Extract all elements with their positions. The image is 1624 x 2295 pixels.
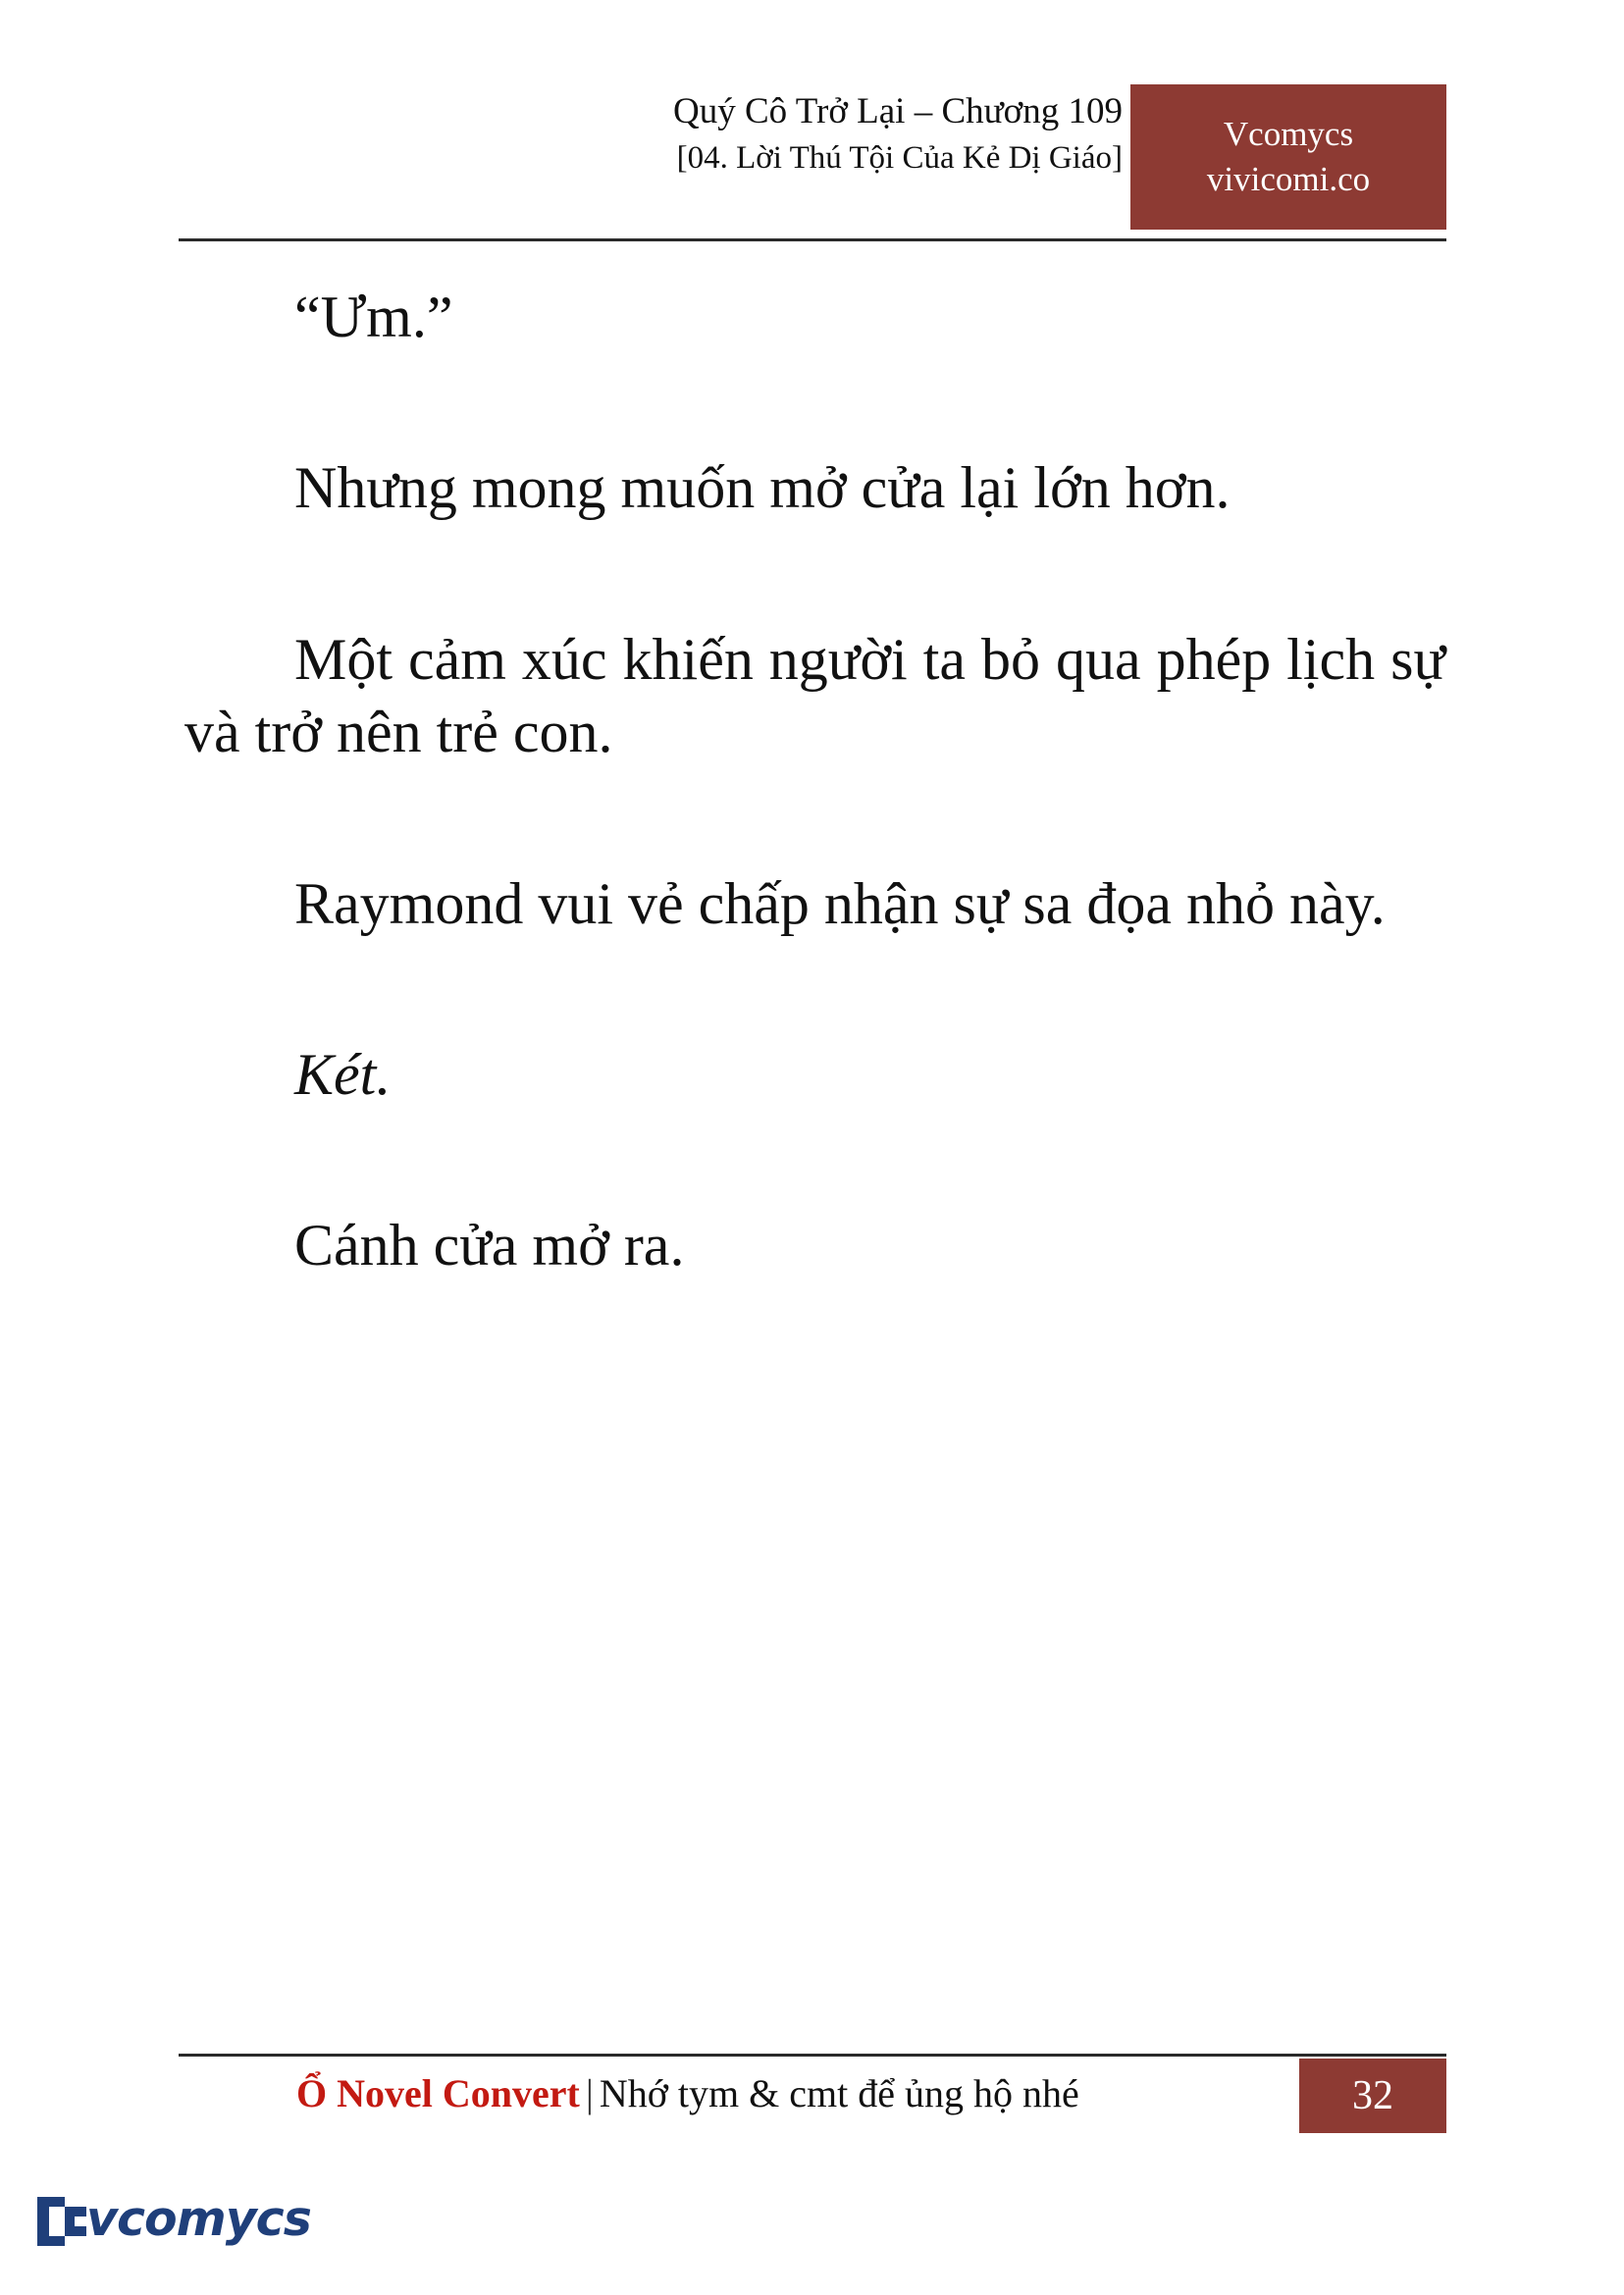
chapter-title-line-1: Quý Cô Trở Lại – Chương 109	[672, 91, 1123, 131]
site-badge	[1130, 84, 1446, 230]
paragraph: Raymond vui vẻ chấp nhận sự sa đọa nhỏ này.	[294, 870, 1386, 936]
footer-separator: |	[585, 2071, 594, 2115]
paragraph: “Ưm.”	[294, 285, 453, 349]
paragraph: Một cảm xúc khiến người ta bỏ qua phép lịch sự và trở nên trẻ con.	[184, 626, 1445, 765]
site-badge-url: vivicomi.co	[1206, 160, 1371, 198]
watermark-logo	[35, 2189, 311, 2264]
page-header	[179, 86, 1446, 234]
page-number: 32	[1299, 2059, 1446, 2133]
footer-brand: Ổ Novel Convert	[296, 2071, 580, 2115]
vcomycs-logo-icon	[35, 2193, 88, 2250]
page-footer	[179, 2059, 1446, 2133]
site-badge-brand: Vcomycs	[1223, 114, 1354, 153]
paragraph: Cánh cửa mở ra.	[294, 1213, 685, 1278]
footer-credit	[296, 2070, 1079, 2116]
header-divider	[179, 238, 1446, 241]
footer-note: Nhớ tym & cmt để ủng hộ nhé	[599, 2071, 1079, 2115]
watermark-label: vcomycs	[86, 2191, 311, 2247]
paragraph: Két.	[294, 1041, 392, 1107]
chapter-title	[673, 86, 1123, 182]
paragraph: Nhưng mong muốn mở cửa lại lớn hơn.	[294, 455, 1231, 521]
footer-divider	[179, 2054, 1446, 2057]
chapter-title-line-2: [04. Lời Thú Tội Của Kẻ Dị Giáo]	[676, 140, 1123, 177]
page-content	[184, 281, 1445, 1381]
